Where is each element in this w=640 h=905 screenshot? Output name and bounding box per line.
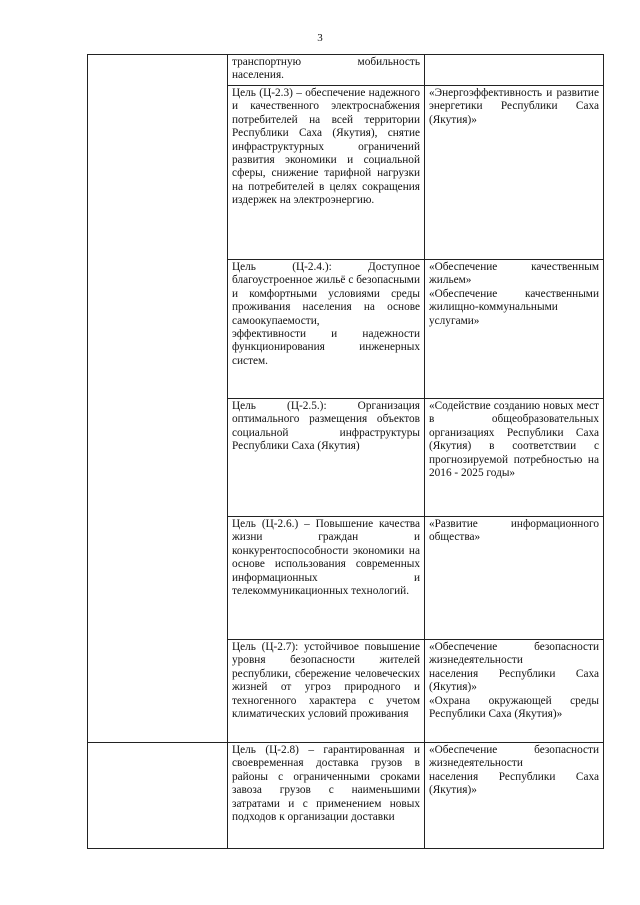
program-text: населения Республики Саха (Якутия)» [429, 770, 599, 797]
goal-text: Цель (Ц-2.3) – обеспечение надежного и качественного электроснабжения потребителей на всей территории Республики Саха (Якутия), снятие инфраструктурных ограничений развития экономики и социальной сферы, снижение тарифной нагрузки на потребителей в целях сокращения издержек на электроэнергию. [232, 87, 420, 207]
goal-text: Цель (Ц-2.6.) – Повышение качества жизни граждан и конкурентоспособности экономики на основе использования современных информационных и телекоммуникационных технологий. [232, 518, 420, 598]
program-text: «Содействие созданию новых мест в общеобразовательных организациях Республики Саха (Якутия) в соответствии с прогнозируемой потребностью на 2016 - 2025 годы» [429, 400, 599, 480]
program-cell [425, 260, 604, 399]
goal-cell [228, 86, 425, 260]
program-cell [425, 640, 604, 743]
goal-text: Цель (Ц-2.8) – гарантированная и своевременная доставка грузов в районы с ограниченными сроками завоза грузов с наименьшими затратами и с применением новых подходов к организации доставки [232, 744, 420, 824]
goal-cell [228, 517, 425, 640]
goal-cell [228, 743, 425, 849]
program-cell [425, 743, 604, 849]
goal-text: транспортную мобильность населения. [232, 56, 420, 82]
program-text: «Обеспечение безопасности жизнедеятельности [429, 744, 599, 770]
goal-cell [228, 55, 425, 86]
goal-text: эффективности и надежности функционирования инженерных систем. [232, 328, 420, 367]
program-text: населения Республики Саха (Якутия)» [429, 667, 599, 694]
goal-cell [228, 260, 425, 399]
row-blank-cell [88, 55, 228, 743]
goal-cell [228, 640, 425, 743]
row-blank-cell [88, 743, 228, 849]
program-cell [425, 55, 604, 86]
table-row [88, 55, 604, 86]
program-text: «Энергоэффективность и развитие энергетики Республики Саха (Якутия)» [429, 87, 599, 126]
program-text: «Обеспечение качественными жилищно-коммунальными услугами» [429, 287, 599, 327]
program-cell [425, 86, 604, 260]
page-number: 3 [317, 32, 323, 44]
program-text: «Обеспечение безопасности жизнедеятельности [429, 641, 599, 667]
program-text: «Охрана окружающей среды Республики Саха (Якутия)» [429, 694, 599, 721]
goal-text: Цель (Ц-2.7): устойчивое повышение уровня безопасности жителей республики, сбережение человеческих жизней от угроз природного и техногенного характера с учетом климатических условий проживания [232, 641, 420, 721]
table-row [88, 743, 604, 849]
program-cell [425, 399, 604, 517]
goal-text: Цель (Ц-2.5.): Организация оптимального размещения объектов социальной инфраструктуры Республики Саха (Якутия) [232, 400, 420, 453]
goals-programs-table [87, 54, 604, 849]
goal-text: Цель (Ц-2.4.): Доступное благоустроенное жильё с безопасными и комфортными условиями среды проживания населения на основе самоокупаемости, [232, 261, 420, 327]
goal-cell [228, 399, 425, 517]
program-text: «Развитие информационного общества» [429, 518, 599, 544]
program-cell [425, 517, 604, 640]
program-text: «Обеспечение качественным жильем» [429, 261, 599, 287]
